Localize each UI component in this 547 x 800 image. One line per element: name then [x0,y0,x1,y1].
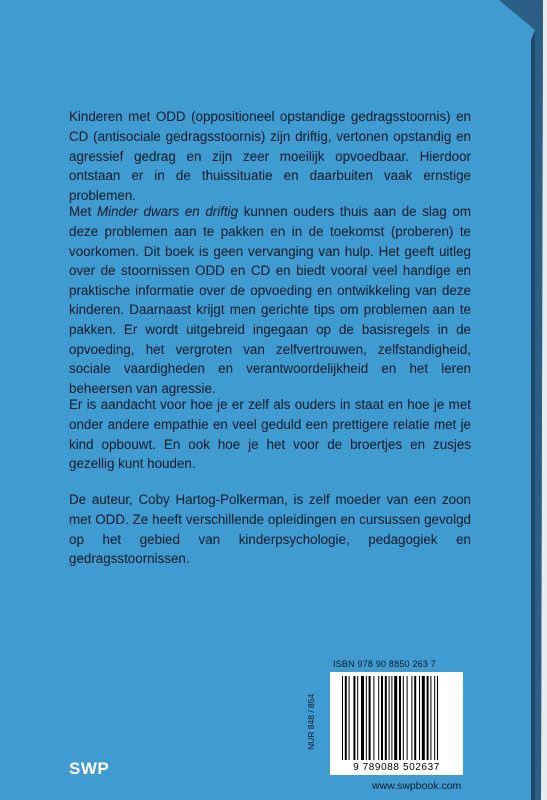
blurb-lead: Met [69,204,97,220]
isbn-label: ISBN 978 90 8850 263 7 [333,659,436,669]
blurb-paragraph-1: Kinderen met ODD (oppositioneel opstandige gedragsstoornis) en CD (antisociale gedragsstoornis) zijn driftig, vertonen opstandig en agressief gedrag en zijn zeer moeilijk opvoedbaar. Hierdoor ontstaan er in de thuissituatie en daarbuiten vaak ernstige problemen. [69,109,471,203]
nur-label: NUR 848 / 854 [306,693,316,751]
book-title: Minder dwars en driftig [96,204,239,220]
blurb-paragraph-2 [69,202,471,398]
barcode-digits: 9 789088 502637 [353,762,440,773]
publisher-logo: SWP [69,759,110,778]
blurb-rest: kunnen ouders thuis aan de slag om deze problemen aan te pakken en in de toekomst (proberen) te voorkomen. Dit boek is geen vervanging van hulp. Het geeft uitleg over de stoornissen ODD en CD en biedt vooral veel handige en praktische informatie over de opvoeding en ontwikkeling van deze kinderen. Daarnaast krijgt men gerichte tips om problemen aan te pakken. Er wordt uitgebreid ingegaan op de basisregels in de opvoeding, het vergroten van zelfvertrouwen, zelfstandigheid, sociale vaardigheden en verantwoordelijkheid en het leren beheersen van agressie. [69,204,472,396]
blurb-paragraph-3: Er is aandacht voor hoe je er zelf als ouders in staat en hoe je met onder andere empathie en veel geduld een prettigere relatie met je kind opbouwt. En ook hoe je het voor de broertjes en zusjes gezellig kunt houden. [69,397,471,472]
author-bio: De auteur, Coby Hartog-Polkerman, is zelf moeder van een zoon met ODD. Ze heeft verschillende opleidingen en cursussen gevolgd op het gebied van kinderpsychologie, pedagogiek en gedragsstoornissen. [69,492,471,567]
barcode [330,672,463,775]
spine-edge [469,0,547,800]
publisher-website: www.swpbook.com [372,780,462,792]
barcode-bars [330,676,463,764]
